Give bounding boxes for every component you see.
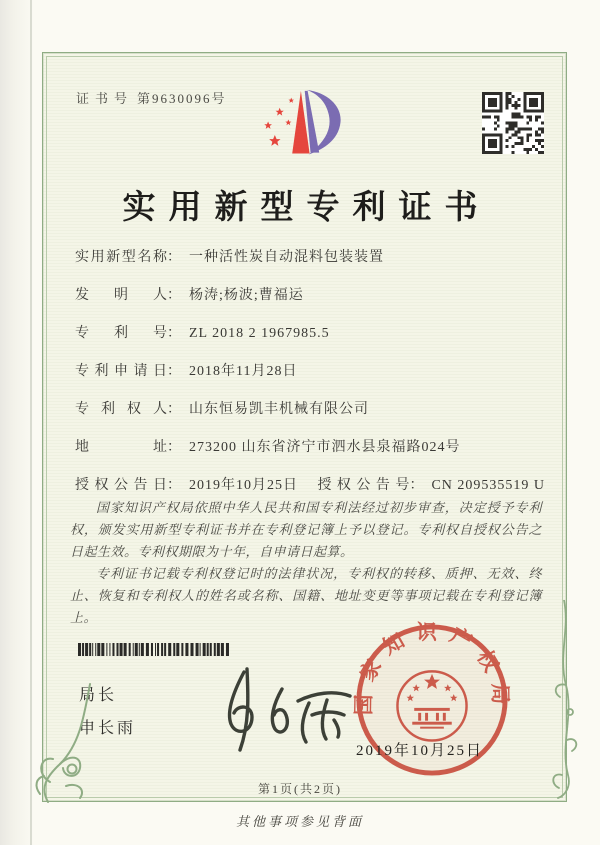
- barcode: [78, 643, 230, 656]
- page-number: 第1页(共2页): [258, 782, 342, 796]
- seal-date: 2019年10月25日: [356, 743, 484, 759]
- corner-flourish-icon: [26, 682, 102, 806]
- legal-text: [70, 497, 542, 629]
- field-value: 2018年11月28日: [189, 364, 298, 379]
- field-row-grant: [75, 477, 545, 495]
- certificate-number: [76, 88, 227, 107]
- officer-title: 局长: [79, 687, 118, 704]
- field-value: 一种活性炭自动混料包装装置: [189, 250, 384, 265]
- certificate-number-value: 第9630096号: [137, 91, 227, 106]
- field-row-inventors: 发明人： 杨涛;杨波;曹福运: [75, 288, 304, 303]
- grant-date-value: 2019年10月25日: [189, 478, 298, 493]
- certificate-title: 实用新型专利证书: [122, 190, 491, 226]
- field-label: 发明人: [75, 288, 167, 303]
- certificate-number-prefix: 证书号: [76, 91, 134, 106]
- grant-no-value: CN 209535519 U: [431, 478, 545, 493]
- field-label: 专利申请日: [75, 364, 167, 379]
- back-side-note: 其他事项参见背面: [235, 814, 364, 829]
- field-label: 专利号: [75, 326, 167, 341]
- grant-no-label: 授权公告号: [317, 478, 410, 493]
- field-row-address: 地址： 273200 山东省济宁市泗水县泉福路024号: [75, 440, 461, 455]
- field-list: [75, 249, 545, 515]
- grant-date-label: 授权公告日: [75, 478, 167, 493]
- field-row-patent-no: 专利号： ZL 2018 2 1967985.5: [75, 326, 330, 341]
- grant-date-pair: 授权公告日： 2019年10月25日: [75, 478, 298, 493]
- signature: [214, 662, 354, 754]
- cnipa-logo-icon: [249, 86, 347, 168]
- field-label: 实用新型名称: [75, 250, 167, 265]
- field-row-patentee: 专利权人： 山东恒易凯丰机械有限公司: [75, 402, 369, 417]
- field-value: 杨涛;杨波;曹福运: [189, 288, 304, 303]
- field-value: 273200 山东省济宁市泗水县泉福路024号: [189, 440, 461, 455]
- field-row-name: 实用新型名称： 一种活性炭自动混料包装装置: [75, 250, 384, 265]
- legal-paragraph-1: 国家知识产权局依照中华人民共和国专利法经过初步审查，决定授予专利权，颁发实用新型专利证书并在专利登记簿上予以登记。专利权自授权公告之日起生效。专利权期限为十年，自申请日起算。: [70, 500, 542, 559]
- field-label: 专利权人: [75, 402, 167, 417]
- field-value: 山东恒易凯丰机械有限公司: [189, 402, 369, 417]
- officer-name: 申长雨: [79, 720, 137, 737]
- grant-no-pair: 授权公告号： CN 209535519 U: [317, 478, 545, 493]
- field-value: ZL 2018 2 1967985.5: [189, 326, 330, 341]
- border-vine-icon: [540, 600, 586, 800]
- legal-paragraph-2: 专利证书记载专利权登记时的法律状况，专利权的转移、质押、无效、终止、恢复和专利权人的姓名或名称、国籍、地址变更等事项记载在专利登记簿上。: [70, 566, 542, 625]
- seal-arc-text: 国家知识产权局: [353, 622, 511, 716]
- field-label: 地址: [75, 440, 167, 455]
- field-row-filing-date: 专利申请日： 2018年11月28日: [75, 364, 298, 379]
- qr-code: [482, 92, 544, 154]
